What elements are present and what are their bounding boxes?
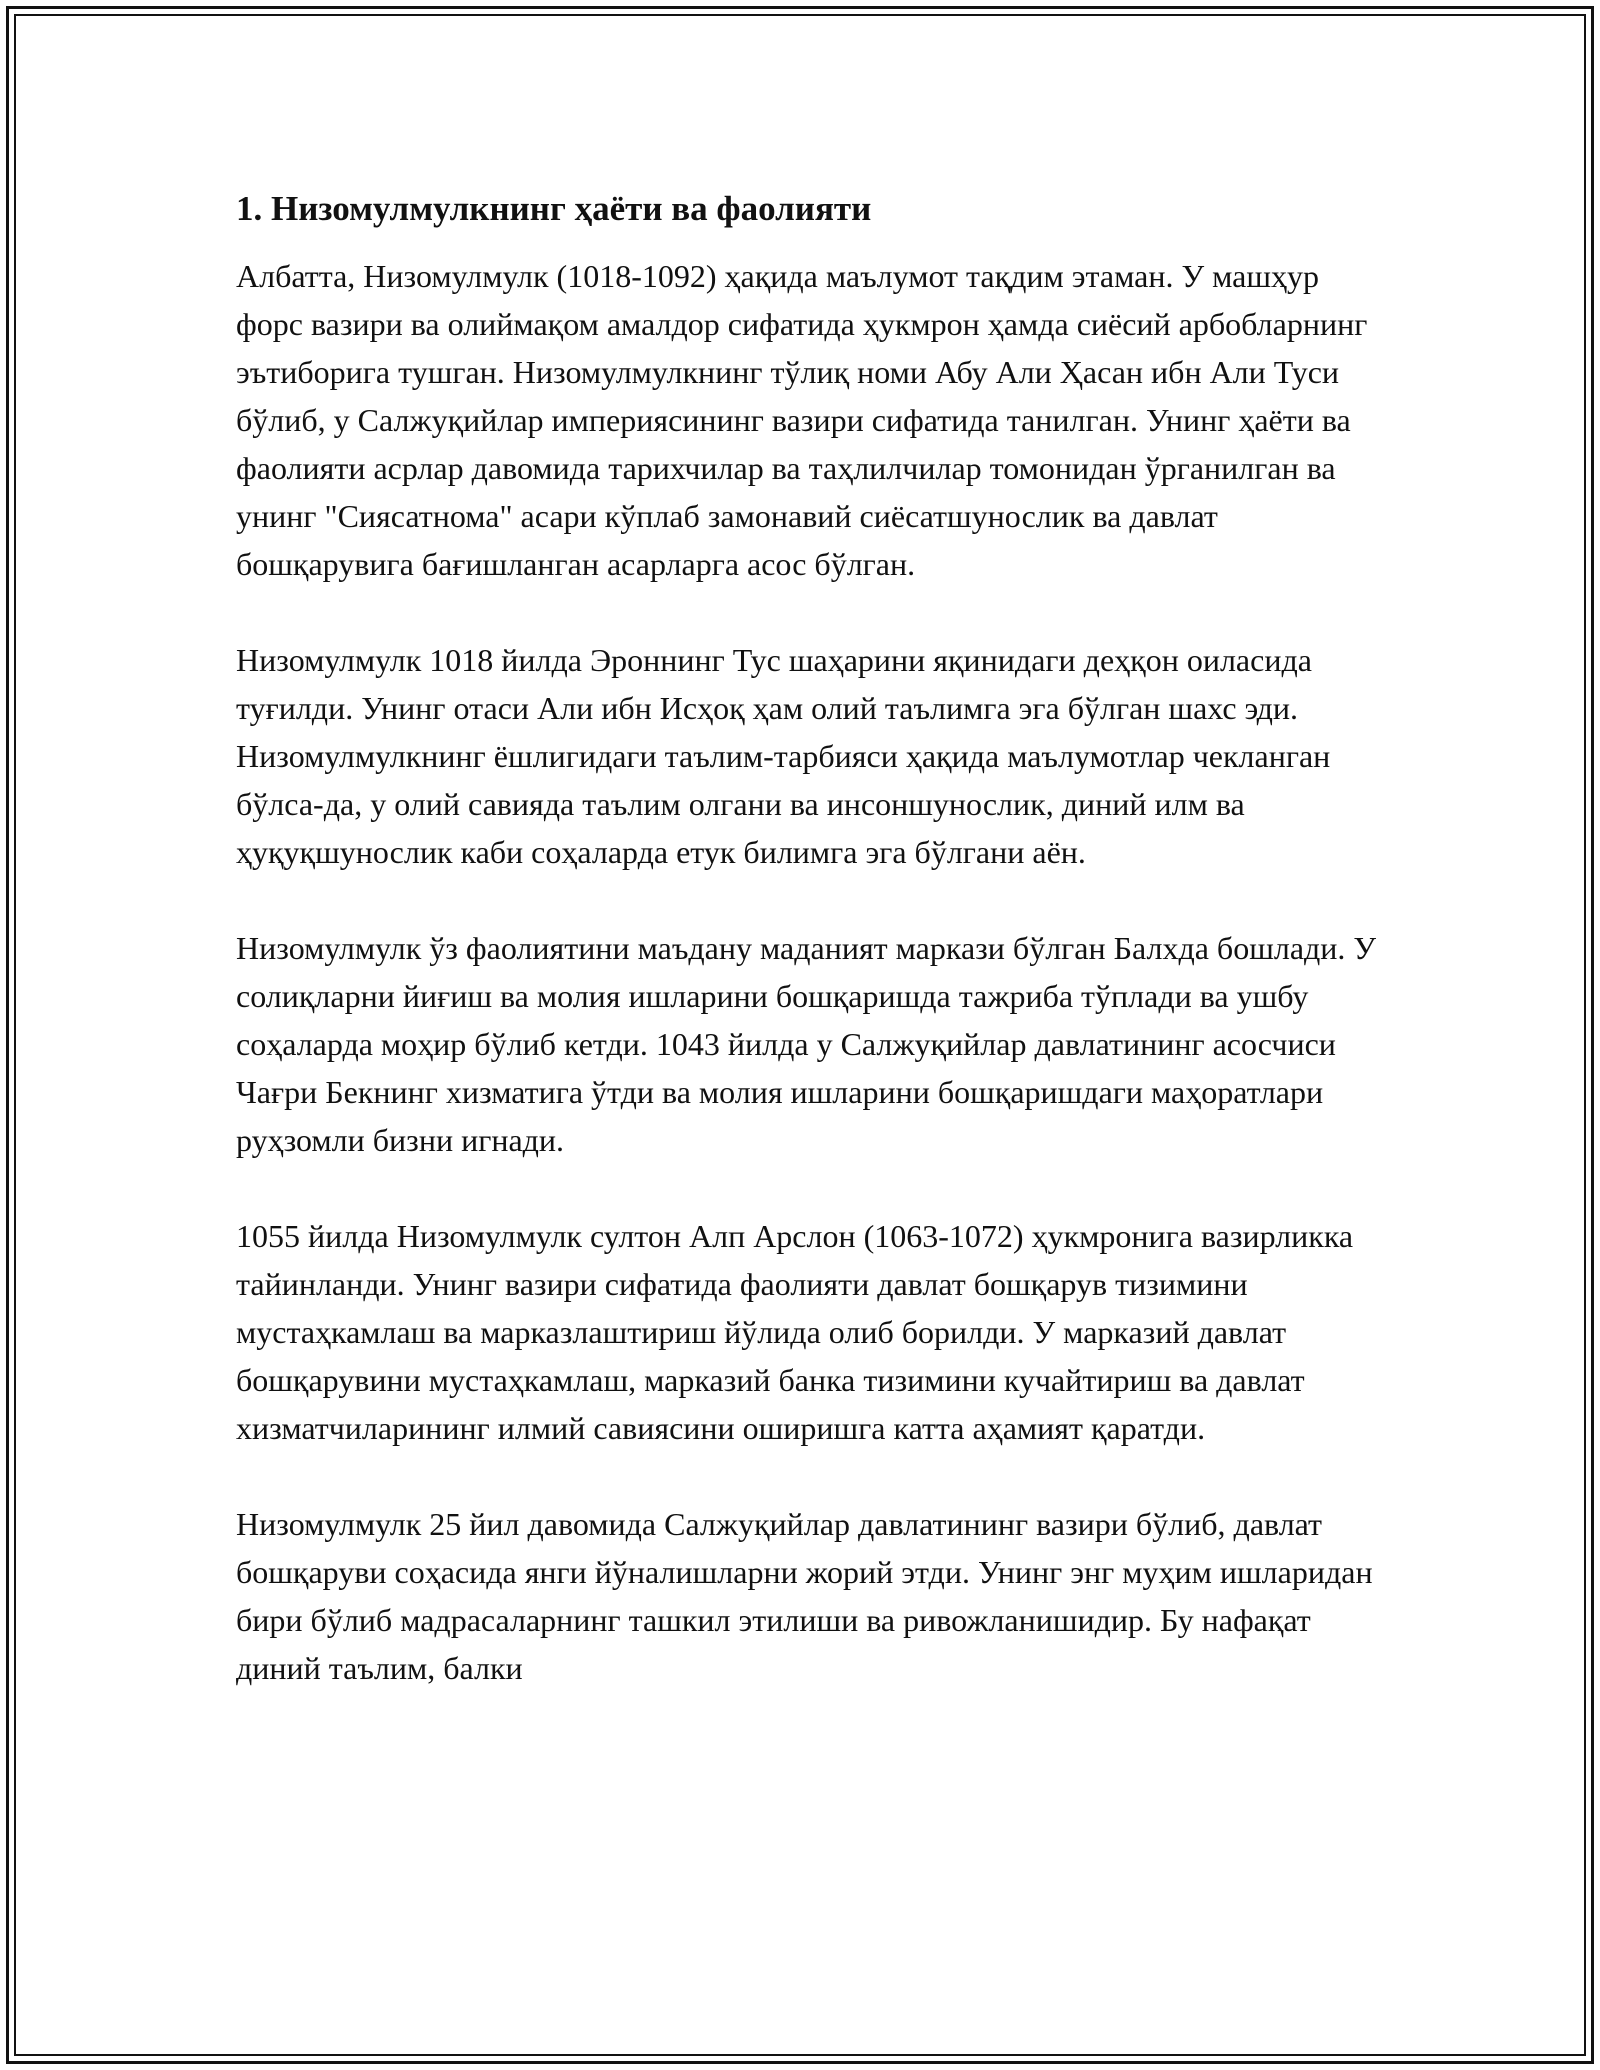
paragraph-1: Албатта, Низомулмулк (1018-1092) ҳақида маълумот тақдим этаман. У машҳур форс вазири ва олиймақом амалдор сифатида ҳукмрон ҳамда сиёсий арбобларнинг эътиборига тушган. Низомулмулкнинг тўлиқ номи Абу Али Ҳасан ибн Али Туси бўлиб, у Салжуқийлар империясининг вазири сифатида танилган. Унинг ҳаёти ва фаолияти асрлар давомида тарихчилар ва таҳлилчилар томонидан ўрганилган ва унинг "Сиясатнома" асари кўплаб замонавий сиёсатшунослик ва давлат бошқарувига бағишланган асарларга асос бўлган.: [236, 258, 1368, 582]
paragraph-3: Низомулмулк ўз фаолиятини маъдану маданият маркази бўлган Балхда бошлади. У солиқларни йиғиш ва молия ишларини бошқаришда тажриба тўплади ва ушбу соҳаларда моҳир бўлиб кетди. 1043 йилда у Салжуқийлар давлатининг асосчиси Чағри Бекнинг хизматига ўтди ва молия ишларини бошқаришдаги маҳоратлари руҳзомли бизни игнади.: [236, 930, 1377, 1158]
document-body: [236, 186, 1386, 1740]
paragraph-4: 1055 йилда Низомулмулк султон Алп Арслон (1063-1072) ҳукмронига вазирликка тайинланди. Унинг вазири сифатида фаолияти давлат бошқарув тизимини мустаҳкамлаш ва марказлаштириш йўлида олиб борилди. У марказий давлат бошқарувини мустаҳкамлаш, марказий банка тизимини кучайтириш ва давлат хизматчиларининг илмий савиясини оширишга катта аҳамият қаратди.: [236, 1218, 1354, 1446]
paragraph-5: Низомулмулк 25 йил давомида Салжуқийлар давлатининг вазири бўлиб, давлат бошқаруви соҳасида янги йўналишларни жорий этди. Унинг энг муҳим ишларидан бири бўлиб мадрасаларнинг ташкил этилиши ва ривожланишидир. Бу нафақат диний таълим, балки: [236, 1506, 1373, 1686]
section-heading: 1. Низомулмулкнинг ҳаёти ва фаолияти: [236, 189, 872, 228]
paragraph-2: Низомулмулк 1018 йилда Эроннинг Тус шаҳарини яқинидаги деҳқон оиласида туғилди. Унинг отаси Али ибн Исҳоқ ҳам олий таълимга эга бўлган шахс эди. Низомулмулкнинг ёшлигидаги таълим-тарбияси ҳақида маълумотлар чекланган бўлса-да, у олий савияда таълим олгани ва инсоншунослик, диний илм ва ҳуқуқшунослик каби соҳаларда етук билимга эга бўлгани аён.: [236, 642, 1331, 870]
